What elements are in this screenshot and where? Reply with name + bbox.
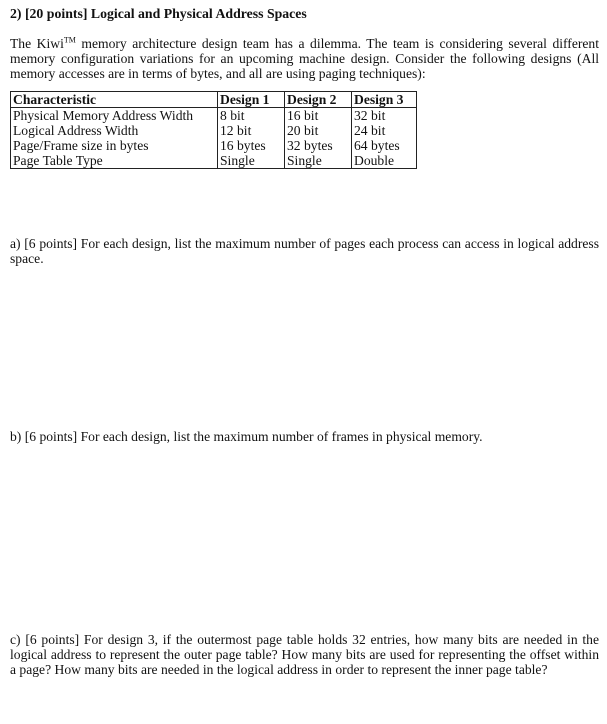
question-b: b) [6 points] For each design, list the maximum number of frames in physical memory. [10,429,483,444]
design-comparison-table [10,91,417,169]
problem-intro [10,36,599,81]
table-cell: Single [285,153,352,169]
intro-text-rest: memory architecture design team has a dilemma. The team is considering several different memory configuration variations for an upcoming machine design. Consider the following designs (All memory accesses are in terms of bytes, and all are using paging techniques): [10,36,599,81]
table-cell: Single [218,153,285,169]
table-cell: Page/Frame size in bytes [11,138,218,153]
table-row [11,123,417,138]
table-cell: 12 bit [218,123,285,138]
table-row [11,108,417,124]
header-design-3: Design 3 [352,92,417,108]
table-cell: 16 bytes [218,138,285,153]
table-cell: 8 bit [218,108,285,124]
problem-heading: 2) [20 points] Logical and Physical Address Spaces [10,6,307,21]
table-cell: 16 bit [285,108,352,124]
header-design-2: Design 2 [285,92,352,108]
table-header-row [11,92,417,108]
header-characteristic: Characteristic [11,92,218,108]
table-cell: Double [352,153,417,169]
table-cell: 64 bytes [352,138,417,153]
table-row [11,138,417,153]
table-cell: 32 bytes [285,138,352,153]
intro-text-start: The Kiwi [10,36,64,51]
table-row [11,153,417,169]
table-cell: 20 bit [285,123,352,138]
header-design-1: Design 1 [218,92,285,108]
table-cell: Logical Address Width [11,123,218,138]
question-a: a) [6 points] For each design, list the maximum number of pages each process can access in logical address space. [10,236,599,266]
trademark-symbol: TM [63,35,76,45]
table-cell: Physical Memory Address Width [11,108,218,124]
table-cell: 24 bit [352,123,417,138]
question-c: c) [6 points] For design 3, if the outermost page table holds 32 entries, how many bits are needed in the logical address to represent the outer page table? How many bits are used for representing the offset within a page? How many bits are needed in the logical address in order to represent the inner page table? [10,632,599,677]
table-cell: Page Table Type [11,153,218,169]
table-cell: 32 bit [352,108,417,124]
